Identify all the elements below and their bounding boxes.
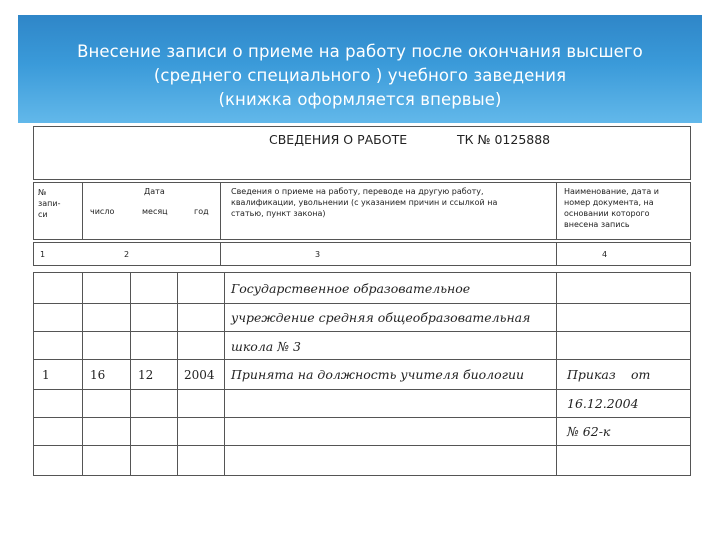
record-no-header: № запи- си	[38, 188, 61, 219]
column-headers	[33, 182, 691, 240]
title-banner	[18, 15, 702, 123]
title-line-3: (книжка оформляется впервые)	[218, 90, 502, 109]
col-number-1: 1	[40, 250, 46, 259]
title-line-1: Внесение записи о приеме на работу после окончания высшего	[77, 42, 643, 61]
column-number-row	[33, 242, 691, 266]
title-line-2: (среднего специального ) учебного заведения	[153, 66, 567, 85]
month-header: месяц	[142, 207, 168, 216]
work-info-header	[33, 126, 691, 180]
records-table	[33, 272, 691, 476]
record-entry: Принята на должность учителя биологии	[231, 367, 525, 382]
document-from: от	[631, 367, 651, 382]
info-header: Сведения о приеме на работу, переводе на другую работу, квалификации, увольнении (с указанием причин и ссылкой на статью, пункт закона)	[231, 187, 498, 218]
record-day: 16	[90, 368, 106, 382]
year-header: год	[194, 207, 209, 216]
day-header: число	[90, 207, 115, 216]
record-number: 1	[42, 368, 50, 382]
org-name-line-2: учреждение средняя общеобразовательная	[231, 310, 531, 325]
col-number-4: 4	[602, 250, 608, 259]
record-month: 12	[138, 368, 154, 382]
col-number-3: 3	[315, 250, 321, 259]
col-number-2: 2	[124, 250, 130, 259]
record-year: 2004	[184, 368, 215, 382]
org-name-line-3: школа № 3	[231, 339, 301, 354]
date-header: Дата	[144, 187, 165, 196]
org-name-line-1: Государственное образовательное	[231, 281, 471, 296]
tk-number: ТК № 0125888	[457, 132, 551, 147]
section-title: СВЕДЕНИЯ О РАБОТЕ	[269, 132, 408, 147]
document-number: № 62-к	[567, 424, 611, 439]
document-type: Приказ	[567, 367, 616, 382]
document-header: Наименование, дата и номер документа, на основании которого внесена запись	[564, 187, 659, 229]
document-date: 16.12.2004	[567, 396, 639, 411]
